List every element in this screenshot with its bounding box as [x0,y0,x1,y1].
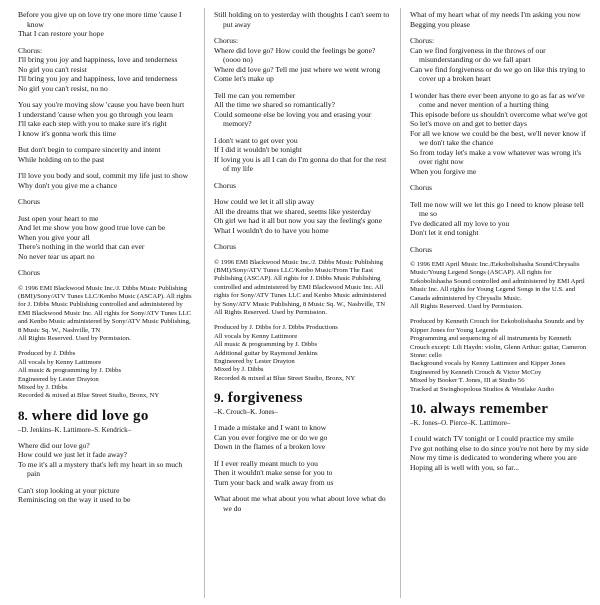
song-number: 8. [18,407,28,423]
lyric-line: So from today let's make a vow whatever was wrong it's over right now [410,147,582,166]
credit-line: Mixed by J. Dibbs [18,383,68,391]
column-divider [400,8,401,598]
lyric-line: Could someone else be loving you and erasing your memory? [214,109,372,128]
credit-line: Engineered by Lester Drayton [18,375,99,383]
lyric-line: But don't begin to compare sincerity and intent [18,145,161,154]
credit-line: All music & programming by J. Dibbs [18,367,122,375]
lyric-line: Can we find forgiveness or do we go on like this trying to cover up a broken heart [410,64,586,83]
lyric-line: Where did our love go? [18,440,90,450]
credit-line: © 1996 EMI Blackwood Music Inc./J. Dibbs Music Publishing (BMI)/Sony/ATV Tunes LLC/Kenbo Music/From The East Publishing (ASCAP). All rights for J. Dibbs Music Publishing controlled and administered by EMI Blackwood Music Inc. All rights for Sony/ATV Tunes LLC and Kenbo Music administered by Sony/ATV Music Publishing, 8 Music Sq. W., Nashville, TN [214,258,387,308]
lyric-line: All the time we shared so romantically? [214,100,336,109]
lyric-line: Begging you please [410,19,470,29]
lyric-line: Now my time is dedicated to wondering where you are [410,453,577,463]
lyric-line: I've dedicated all my love to you [410,218,510,228]
credit-line: © 1996 EMI April Music Inc./Eekobolishasha Sound/Chrysalis Music/Young Legend Songs (ASCAP). All rights for Eekobolishasha Sound controlled and administered by EMI April Music Inc. All rights for Young Legend Songs in the U.S. and Canada administered by Chrysalis Music. [410,261,585,302]
lyric-line: I'll bring you joy and happiness, love and tenderness [18,74,178,83]
lyric-line: Before you give up on love try one more time 'cause I know [18,10,182,29]
credit-line: Produced by Kenneth Crouch for Eekobolishasha Soundz and by Kipper Jones for Young Legends [410,318,584,334]
verse-block [18,268,194,278]
verse-block [18,171,194,190]
lyric-line: All the dreams that we shared, seems like yesterday [214,206,372,216]
lyric-line: I'll love you body and soul, commit my life just to show [18,171,189,180]
lyric-line: What about me what about you what about love what do we do [214,494,386,513]
verse-block [18,100,194,138]
verse-block [410,183,592,193]
lyric-line: And let me show you how good true love can be [18,223,166,232]
credits-block [214,324,394,383]
lyric-line: Tell me now will we let this go I need to know please tell me so [410,199,584,218]
verse-block [214,197,394,235]
lyrics-column-1 [18,10,194,512]
credit-line: All vocals by Kenny Lattimore [214,332,298,340]
lyric-line: This episode before us shouldn't overcome what we've got [410,109,588,119]
chorus-label: Chorus [214,242,236,251]
credits-block [410,261,592,311]
lyric-line: When you forgive me [410,166,477,176]
song-title [410,401,592,417]
chorus-label: Chorus: [214,36,239,45]
lyric-line: What I wouldn't do to have you home [214,225,329,235]
credit-line: Engineered by Kenneth Crouch & Victor McCoy [410,368,542,376]
verse-block [410,200,592,238]
lyric-line: I'll bring you joy and happiness, love and tenderness [18,55,178,64]
lyric-line: If I did it wouldn't be tonight [214,145,302,154]
lyric-line: Can we find forgiveness in the throws of our misunderstanding or do we fall apart [410,45,546,64]
lyric-line: Where did love go? How could the feelings be gone? (oooo no) [214,45,376,64]
verse-block [214,36,394,84]
song-writers: –K. Jones–O. Pierce–K. Lattimore– [410,419,511,428]
lyric-line: I don't want to get over you [214,135,298,145]
lyric-line: No girl you can't resist, no no [18,83,108,93]
lyric-line: While holding on to the past [18,154,105,164]
verse-block [410,91,592,177]
lyric-line: What of my heart what of my needs I'm asking you now [410,10,581,19]
credit-line: Mixed by Booker T. Jones, III at Studio 56 [410,377,525,385]
verse-block [410,434,592,472]
credits-block [18,350,194,400]
song-name: where did love go [31,407,149,424]
verse-block [18,145,194,164]
lyric-line: Where did love go? Tell me just where we went wrong [214,64,381,74]
credit-line: Programming and sequencing of all instruments by Kenneth Crouch except: Lili Haydn: violin, Glenn Arthur: guitar, Cameron Stone: cello [410,335,587,360]
chorus-label: Chorus [410,183,432,192]
lyric-line: That I can restore your hope [18,29,104,38]
verse-block [214,136,394,174]
lyric-line: If I ever really meant much to you [214,458,318,468]
lyric-line: I understand 'cause when you go through you learn [18,109,173,119]
lyric-line: To me it's all a mystery that's left my heart in so much pain [18,459,183,479]
credits-block [18,285,194,344]
song-name: forgiveness [227,390,303,407]
song-title [214,390,394,406]
lyric-line: Why don't you give me a chance [18,180,118,190]
lyric-line: Just open your heart to me [18,213,99,223]
lyric-line: Can you ever forgive me or do we go [214,432,328,442]
verse-block [18,486,194,505]
verse-block [214,91,394,129]
column-divider [204,8,205,598]
verse-block [410,36,592,84]
credit-line: Additional guitar by Raymond Jenkins [214,349,318,357]
song-title [18,408,194,424]
song-writers: –D. Jenkins–K. Lattimore–S. Kendrick– [18,425,132,434]
lyric-line: Still holding on to yesterday with thoughts I can't seem to put away [214,10,390,29]
lyric-line: Can't stop looking at your picture [18,485,120,495]
song-number: 9. [214,390,224,406]
lyric-line: Oh girl we had it all but now you say the feeling's gone [214,216,382,225]
lyric-line: I made a mistake and I want to know [214,423,327,433]
credit-line: Background vocals by Kenny Lattimore and Kipper Jones [410,360,566,368]
credits-block [410,318,592,394]
chorus-label: Chorus [214,180,236,190]
verse-block [18,214,194,262]
lyric-line: I wonder has there ever been anyone to go as far as we've come and never mention of a hurting thing [410,90,585,109]
lyric-line: There's nothing in the world that can ever [18,242,145,251]
lyric-line: For all we know we could be the best, we'll never know if we don't take the chance [410,128,586,147]
song-writers: –K. Crouch–K. Jones– [214,408,278,417]
chorus-label: Chorus: [410,36,435,45]
credit-line: All Rights Reserved. Used by Permission. [214,308,327,316]
lyric-line: Tell me can you remember [214,90,296,100]
song-number: 10. [410,401,427,417]
chorus-label: Chorus [410,244,432,254]
credit-line: All Rights Reserved. Used by Permission. [18,334,131,342]
lyric-line: Reminiscing on the way it used to be [18,495,131,505]
lyric-line: When you give your all [18,232,90,242]
lyric-line: No never tear us apart no [18,251,95,261]
verse-block [214,459,394,488]
chorus-label: Chorus [18,268,40,277]
lyric-line: You say you're moving slow 'cause you have been hurt [18,100,185,109]
lyric-line: I know it's gonna work this time [18,128,116,138]
credit-line: Produced by J. Dibbs for J. Dibbs Productions [214,324,338,332]
credit-line: © 1996 EMI Blackwood Music Inc./J. Dibbs Music Publishing (BMI)/Sony/ATV Tunes LLC/Kenbo Music (ASCAP). All rights for J. Dibbs Music Publishing controlled and administered by EMI Blackwood Music Inc. All rights for Sony/ATV Tunes LLC and Kenbo Music administered by Sony/ATV Music Publishing, 8 Music Sq. W., Nashville, TN [18,284,192,334]
credits-block [214,259,394,318]
verse-block [214,10,394,29]
credit-line: Engineered by Lester Drayton [214,357,295,365]
verse-block [214,242,394,252]
credit-line: Produced by J. Dibbs [18,350,76,358]
lyric-line: I'll take each step with you to make sure it's right [18,119,167,128]
verse-block [214,423,394,452]
lyric-line: How could we let it all slip away [214,197,315,206]
lyric-line: I could watch TV tonight or I could practice my smile [410,434,574,444]
lyric-line: Then it wouldn't make sense for you to [214,468,333,478]
verse-block [410,10,592,29]
credit-line: All Rights Reserved. Used by Permission. [410,303,523,311]
lyric-line: Don't let it end tonight [410,228,479,237]
lyric-line: Down in the flames of a broken love [214,442,326,452]
lyrics-column-2 [214,10,394,520]
verse-block [18,10,194,39]
credit-line: Mixed by J. Dibbs [214,366,264,374]
credit-line: Recorded & mixed at Blue Street Studio, Bronx, NY [214,374,356,382]
lyric-line: If loving you is all I can do I'm gonna do that for the rest of my life [214,154,387,173]
lyric-line: How could we just let it fade away? [18,450,128,460]
credit-line: Recorded & mixed at Blue Street Studio, Bronx, NY [18,392,160,400]
song-name: always remember [430,401,549,418]
lyric-line: So let's move on and get to better days [410,119,527,128]
credit-line: Tracked at Swinghopolous Studios & Westlake Audio [410,385,554,393]
credit-line: All music & programming by J. Dibbs [214,341,318,349]
verse-block [18,441,194,479]
lyric-line: Turn your back and walk away from us [214,477,334,487]
verse-block [18,46,194,94]
chorus-label: Chorus: [18,45,43,55]
lyrics-column-3 [410,10,592,479]
verse-block [410,245,592,255]
lyric-line: No girl you can't resist [18,64,87,74]
chorus-label: Chorus [18,197,40,206]
verse-block [214,181,394,191]
credit-line: All vocals by Kenny Lattimore [18,358,102,366]
verse-block [18,197,194,207]
lyric-line: I've got nothing else to do since you're not here by my side [410,443,589,453]
lyric-line: Come let's make up [214,74,274,83]
lyric-line: Hoping all is well with you, so far... [410,462,520,472]
verse-block [214,494,394,513]
